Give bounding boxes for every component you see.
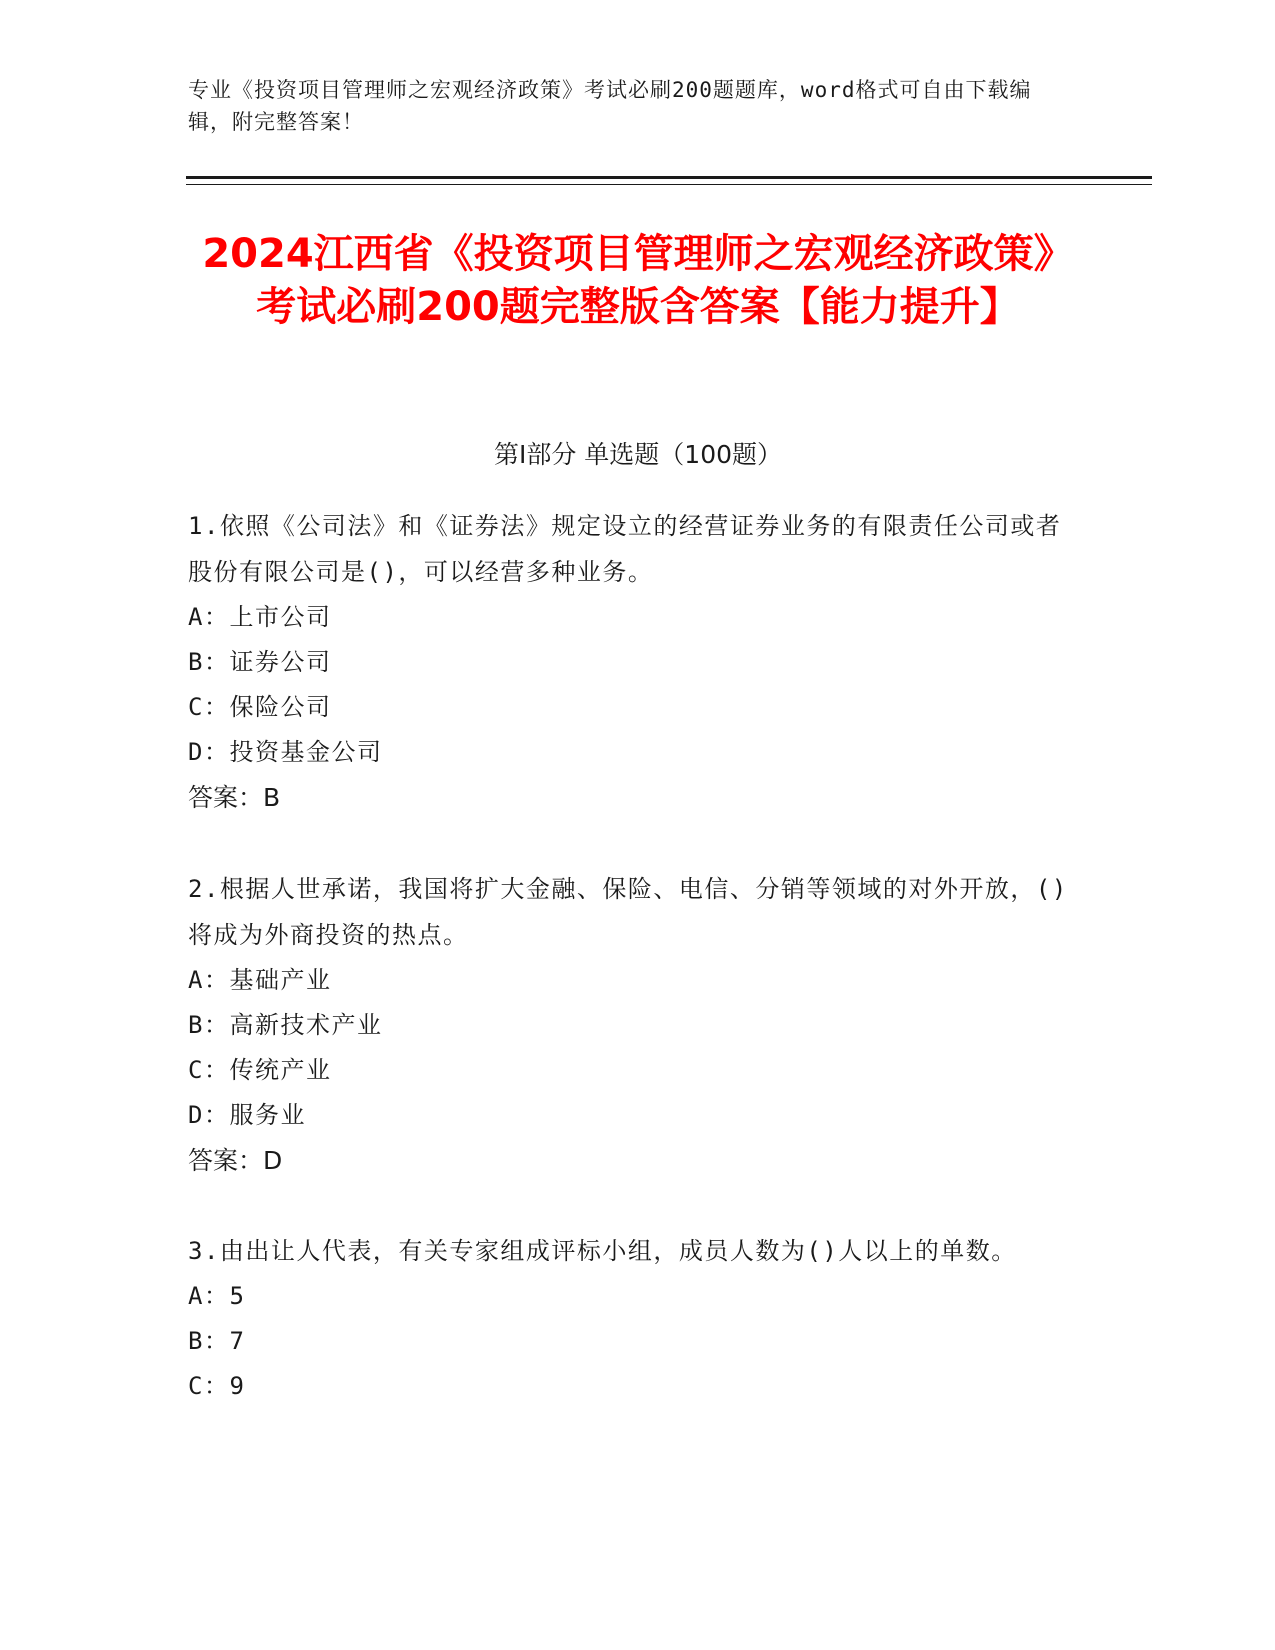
question-stem: 3.由出让人代表，有关专家组成评标小组，成员人数为()人以上的单数。 [188,1237,1017,1265]
question-stem: 1.依照《公司法》和《证券法》规定设立的经营证券业务的有限责任公司或者股份有限公司是()，可以经营多种业务。 [188,512,1062,586]
option-c: C：保险公司 [188,693,332,721]
option-a: A：5 [188,1282,246,1310]
header-rule-thick [186,176,1152,179]
option-c: C：传统产业 [188,1056,332,1084]
section-title: 第I部分 单选题（100题） [493,440,783,469]
answer: 答案：D [188,1146,283,1175]
document-title: 2024江西省《投资项目管理师之宏观经济政策》考试必刷200题完整版含答案【能力提升】 [202,231,1074,330]
question-stem: 2.根据人世承诺，我国将扩大金融、保险、电信、分销等领域的对外开放，()将成为外商投资的热点。 [188,875,1068,949]
question-2 [188,866,1068,1184]
option-b: B：高新技术产业 [188,1011,383,1039]
option-b: B：7 [188,1327,246,1355]
option-c: C：9 [188,1372,246,1400]
answer: 答案：B [188,783,281,812]
question-1 [188,503,1068,821]
header-rule-thin [186,184,1152,185]
option-d: D：投资基金公司 [188,738,383,766]
question-3 [188,1228,1068,1409]
option-d: D：服务业 [188,1101,306,1129]
option-a: A：基础产业 [188,966,332,994]
option-a: A：上市公司 [188,603,332,631]
option-b: B：证券公司 [188,648,332,676]
header-note: 专业《投资项目管理师之宏观经济政策》考试必刷200题题库，word格式可自由下载编辑，附完整答案！ [188,78,1032,134]
